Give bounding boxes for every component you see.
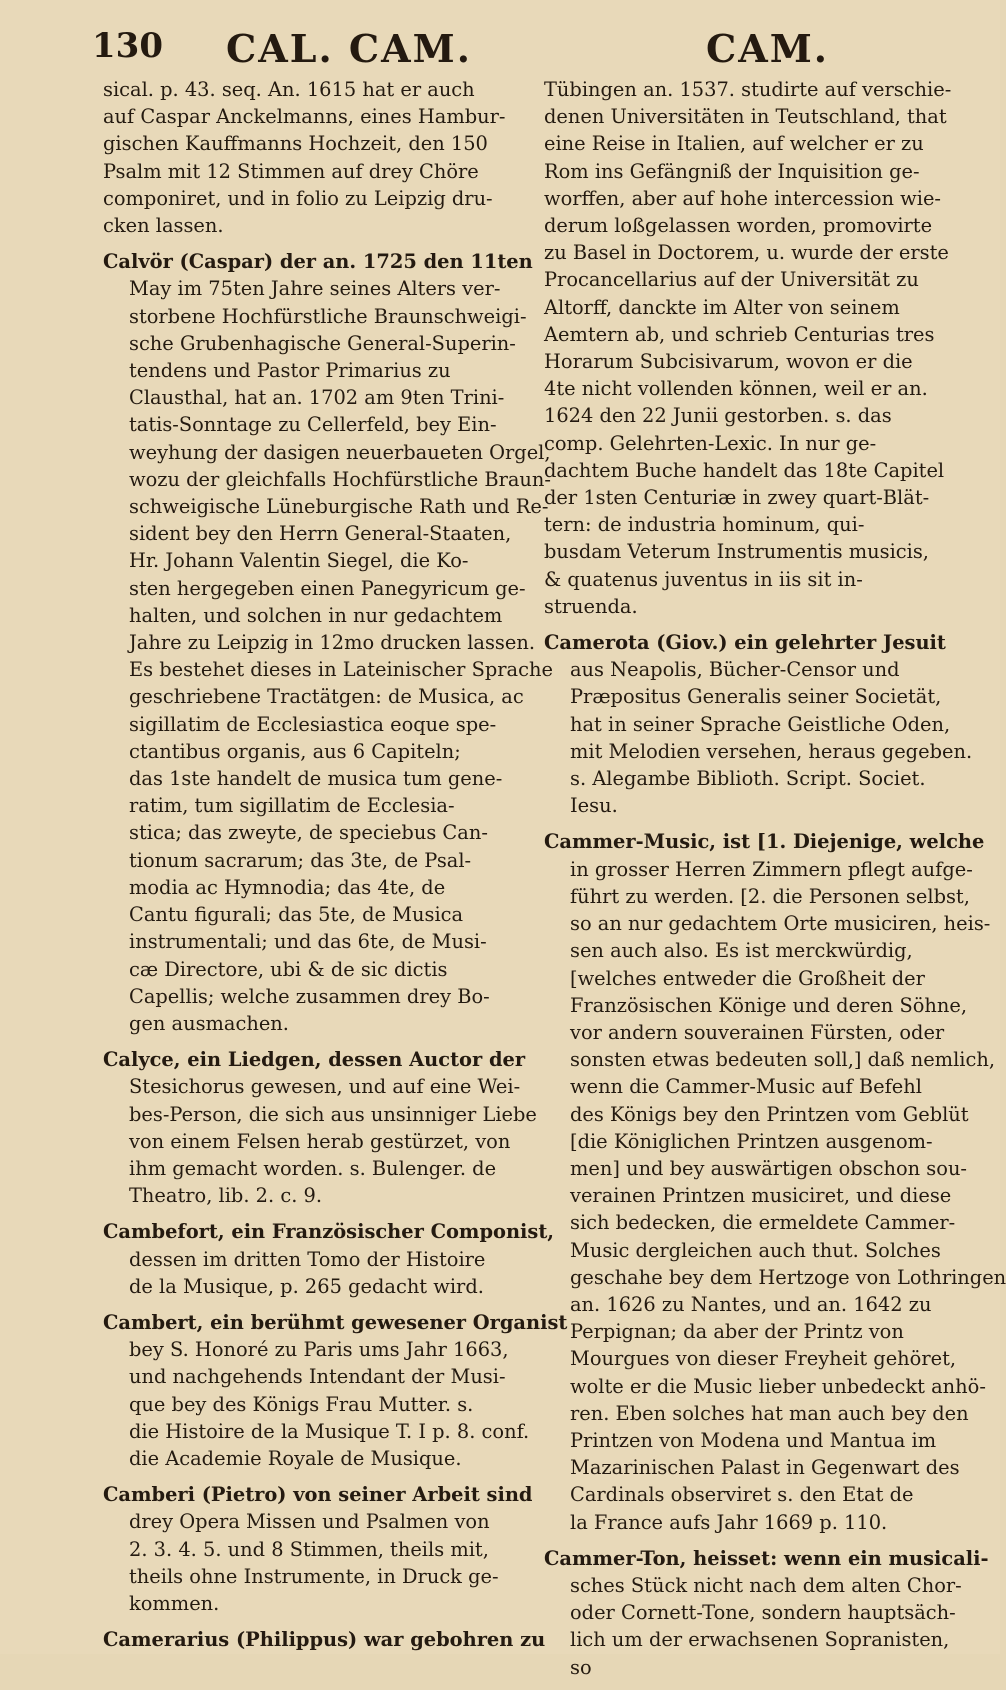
- entry-line: die Histoire de la Musique T. I p. 8. conf.: [129, 1419, 530, 1443]
- entry-line: eine Reise in Italien, auf welcher er zu: [544, 132, 924, 156]
- right-running-title: CAM.: [706, 26, 830, 71]
- dictionary-entry: [103, 76, 515, 239]
- entry-line: das 1ste handelt de musica tum gene-: [129, 767, 503, 791]
- entry-line: halten, und solchen in nur gedachtem: [129, 603, 503, 627]
- dictionary-entry: [544, 1545, 989, 1681]
- entry-line: wenn die Cammer-Music auf Befehl: [570, 1075, 922, 1099]
- entry-line: sen auch also. Es ist merckwürdig,: [570, 939, 913, 963]
- entry-line: stica; das zweyte, de speciebus Can-: [129, 821, 488, 845]
- entry-line: que bey des Königs Frau Mutter. s.: [129, 1392, 474, 1416]
- entry-headline: Cammer-Ton, heisset: wenn ein musicali-: [544, 1546, 989, 1570]
- entry-line: cæ Directore, ubi & de sic dictis: [129, 957, 448, 981]
- entry-line: derum loßgelassen worden, promovirte: [544, 214, 933, 238]
- entry-line: bes-Person, die sich aus unsinniger Liebe: [129, 1102, 537, 1126]
- entry-line: Mazarinischen Palast in Gegenwart des: [570, 1456, 960, 1480]
- entry-line: Psalm mit 12 Stimmen auf drey Chöre: [103, 159, 479, 183]
- dictionary-entry: [103, 1218, 555, 1300]
- entry-line: s. Alegambe Biblioth. Script. Societ.: [570, 767, 926, 791]
- entry-line: Cantu figurali; das 5te, de Musica: [129, 903, 464, 927]
- entry-line: sident bey den Herrn General-Staaten,: [129, 522, 512, 546]
- entry-line: führt zu werden. [2. die Personen selbst,: [570, 884, 970, 908]
- entry-line: sigillatim de Ecclesiastica eoque spe-: [129, 712, 497, 736]
- entry-line: oder Cornett-Tone, sondern hauptsäch-: [570, 1601, 956, 1625]
- entry-headline: Cammer-Music, ist [1. Diejenige, welche: [544, 830, 985, 854]
- entry-line: men] und bey auswärtigen obschon sou-: [570, 1156, 967, 1180]
- entry-line: & quatenus juventus in iis sit in-: [544, 567, 863, 591]
- entry-line: Procancellarius auf der Universität zu: [544, 268, 919, 292]
- entry-line: Tübingen an. 1537. studirte auf verschie-: [544, 78, 952, 101]
- entry-line: Clausthal, hat an. 1702 am 9ten Trini-: [129, 386, 505, 410]
- entry-headline: Cambert, ein berühmt gewesener Organist: [103, 1310, 568, 1334]
- entry-line: [welches entweder die Großheit der: [570, 966, 925, 990]
- entry-line: 2. 3. 4. 5. und 8 Stimmen, theils mit,: [129, 1537, 489, 1561]
- entry-line: May im 75ten Jahre seines Alters ver-: [129, 277, 501, 301]
- entry-line: Printzen von Modena und Mantua im: [570, 1428, 937, 1452]
- entry-line: ren. Eben solches hat man auch bey den: [570, 1401, 969, 1425]
- entry-line: schweigische Lüneburgische Rath und Re-: [129, 495, 549, 519]
- entry-line: Music dergleichen auch thut. Solches: [570, 1238, 941, 1262]
- entry-line: Perpignan; da aber der Printz von: [570, 1320, 904, 1344]
- entry-line: theils ohne Instrumente, in Druck ge-: [129, 1564, 499, 1588]
- left-column: [103, 76, 568, 1662]
- entry-line: der 1sten Centuriæ in zwey quart-Blät-: [544, 486, 930, 510]
- entry-line: busdam Veterum Instrumentis musicis,: [544, 540, 929, 564]
- entry-line: Horarum Subcisivarum, wovon er die: [544, 350, 913, 374]
- dictionary-entry: [103, 1046, 537, 1209]
- entry-line: componiret, und in folio zu Leipzig dru-: [103, 186, 493, 210]
- entry-line: tatis-Sonntage zu Cellerfeld, bey Ein-: [129, 413, 497, 437]
- entry-line: Altorff, danckte im Alter von seinem: [544, 295, 900, 319]
- entry-line: sches Stück nicht nach dem alten Chor-: [570, 1573, 962, 1597]
- entry-line: hat in seiner Sprache Geistliche Oden,: [570, 712, 951, 736]
- entry-line: [die Königlichen Printzen ausgenom-: [570, 1129, 933, 1153]
- entry-line: bey S. Honoré zu Paris ums Jahr 1663,: [129, 1338, 509, 1362]
- entry-line: verainen Printzen musiciret, und diese: [570, 1184, 952, 1208]
- entry-line: sich bedecken, die ermeldete Cammer-: [570, 1211, 956, 1235]
- entry-line: cken lassen.: [103, 214, 224, 238]
- dictionary-entry: [544, 828, 1006, 1535]
- entry-line: geschriebene Tractätgen: de Musica, ac: [129, 685, 524, 709]
- dictionary-entry: [103, 248, 553, 1037]
- entry-line: sten hergegeben einen Panegyricum ge-: [129, 576, 526, 600]
- entry-headline: Calyce, ein Liedgen, dessen Auctor der: [103, 1048, 526, 1072]
- entry-line: dachtem Buche handelt das 18te Capitel: [544, 458, 945, 482]
- entry-line: ratim, tum sigillatim de Ecclesia-: [129, 794, 455, 818]
- entry-line: tionum sacrarum; das 3te, de Psal-: [129, 848, 472, 872]
- entry-line: vor andern souverainen Fürsten, oder: [570, 1020, 945, 1044]
- entry-line: so: [570, 1655, 592, 1679]
- entry-line: weyhung der dasigen neuerbaueten Orgel,: [129, 440, 551, 464]
- entry-line: wolte er die Music lieber unbedeckt anhö-: [570, 1374, 986, 1398]
- entry-line: la France aufs Jahr 1669 p. 110.: [570, 1510, 888, 1534]
- entry-line: so an nur gedachtem Orte musiciren, heis-: [570, 912, 991, 936]
- entry-line: modia ac Hymnodia; das 4te, de: [129, 875, 446, 899]
- entry-line: Hr. Johann Valentin Siegel, die Ko-: [129, 549, 469, 573]
- entry-line: von einem Felsen herab gestürzet, von: [129, 1129, 511, 1153]
- entry-line: auf Caspar Anckelmanns, eines Hambur-: [103, 105, 506, 129]
- entry-line: 1624 den 22 Junii gestorben. s. das: [544, 404, 892, 428]
- entry-line: denen Universitäten in Teutschland, that: [544, 105, 947, 129]
- dictionary-entry: [544, 629, 973, 819]
- dictionary-entry: [544, 76, 956, 620]
- entry-line: und nachgehends Intendant der Musi-: [129, 1365, 506, 1389]
- entry-line: sche Grubenhagische General-Superin-: [129, 331, 516, 355]
- entry-headline: Calvör (Caspar) der an. 1725 den 11ten: [103, 250, 533, 274]
- entry-line: des Königs bey den Printzen vom Geblüt: [570, 1102, 969, 1126]
- entry-line: sonsten etwas bedeuten soll,] daß nemlich,: [570, 1048, 995, 1072]
- right-column: [544, 76, 1006, 1690]
- entry-line: Præpositus Generalis seiner Societät,: [570, 685, 942, 709]
- entry-line: de la Musique, p. 265 gedacht wird.: [129, 1274, 484, 1298]
- page-number: 130: [92, 26, 163, 66]
- running-header: [0, 20, 1000, 72]
- entry-line: in grosser Herren Zimmern pflegt aufge-: [570, 857, 973, 881]
- entry-line: Cardinals observiret s. den Etat de: [570, 1483, 914, 1507]
- entry-line: zu Basel in Doctorem, u. wurde der erste: [544, 241, 949, 265]
- entry-headline: Camerota (Giov.) ein gelehrter Jesuit: [544, 631, 946, 655]
- entry-headline: Cambefort, ein Französischer Componist,: [103, 1220, 555, 1244]
- entry-line: ihm gemacht worden. s. Bulenger. de: [129, 1156, 497, 1180]
- entry-line: die Academie Royale de Musique.: [129, 1446, 462, 1470]
- entry-line: wozu der gleichfalls Hochfürstliche Braun-: [129, 467, 551, 491]
- left-running-title: CAL. CAM.: [226, 26, 472, 71]
- entry-line: ctantibus organis, aus 6 Capiteln;: [129, 739, 461, 763]
- entry-line: an. 1626 zu Nantes, und an. 1642 zu: [570, 1292, 932, 1316]
- entry-headline: Camerarius (Philippus) war gebohren zu: [103, 1628, 546, 1652]
- dictionary-entry: [103, 1481, 533, 1617]
- entry-line: mit Melodien versehen, heraus gegeben.: [570, 739, 973, 763]
- entry-line: tern: de industria hominum, qui-: [544, 513, 865, 537]
- entry-line: gen ausmachen.: [129, 1011, 289, 1035]
- entry-line: gischen Kauffmanns Hochzeit, den 150: [103, 132, 488, 156]
- entry-line: Capellis; welche zusammen drey Bo-: [129, 984, 490, 1008]
- entry-line: instrumentali; und das 6te, de Musi-: [129, 930, 487, 954]
- entry-line: drey Opera Missen und Psalmen von: [129, 1510, 490, 1534]
- entry-line: kommen.: [129, 1591, 220, 1615]
- entry-line: Jahre zu Leipzig in 12mo drucken lassen.: [129, 631, 536, 655]
- entry-line: tendens und Pastor Primarius zu: [129, 359, 451, 383]
- entry-line: storbene Hochfürstliche Braunschweigi-: [129, 304, 527, 328]
- entry-line: Mourgues von dieser Freyheit gehöret,: [570, 1347, 957, 1371]
- entry-line: struenda.: [544, 594, 638, 618]
- entry-line: Aemtern ab, und schrieb Centurias tres: [544, 322, 935, 346]
- entry-line: 4te nicht vollenden können, weil er an.: [544, 377, 928, 401]
- entry-line: dessen im dritten Tomo der Histoire: [129, 1247, 486, 1271]
- entry-line: Stesichorus gewesen, und auf eine Wei-: [129, 1075, 521, 1099]
- entry-line: geschahe bey dem Hertzoge von Lothringen: [570, 1265, 1006, 1289]
- entry-line: worffen, aber auf hohe intercession wie-: [544, 186, 941, 210]
- entry-line: Es bestehet dieses in Lateinischer Sprache: [129, 658, 553, 682]
- dictionary-entry: [103, 1626, 546, 1653]
- entry-line: comp. Gelehrten-Lexic. In nur ge-: [544, 431, 877, 455]
- dictionary-entry: [103, 1309, 568, 1472]
- entry-line: Theatro, lib. 2. c. 9.: [129, 1184, 323, 1208]
- entry-line: aus Neapolis, Bücher-Censor und: [570, 658, 900, 682]
- entry-line: sical. p. 43. seq. An. 1615 hat er auch: [103, 78, 475, 101]
- entry-line: lich um der erwachsenen Sopranisten,: [570, 1628, 950, 1652]
- entry-line: Französischen Könige und deren Söhne,: [570, 993, 968, 1017]
- entry-line: Rom ins Gefängniß der Inquisition ge-: [544, 159, 920, 183]
- entry-line: Iesu.: [570, 794, 618, 818]
- entry-headline: Camberi (Pietro) von seiner Arbeit sind: [103, 1483, 533, 1507]
